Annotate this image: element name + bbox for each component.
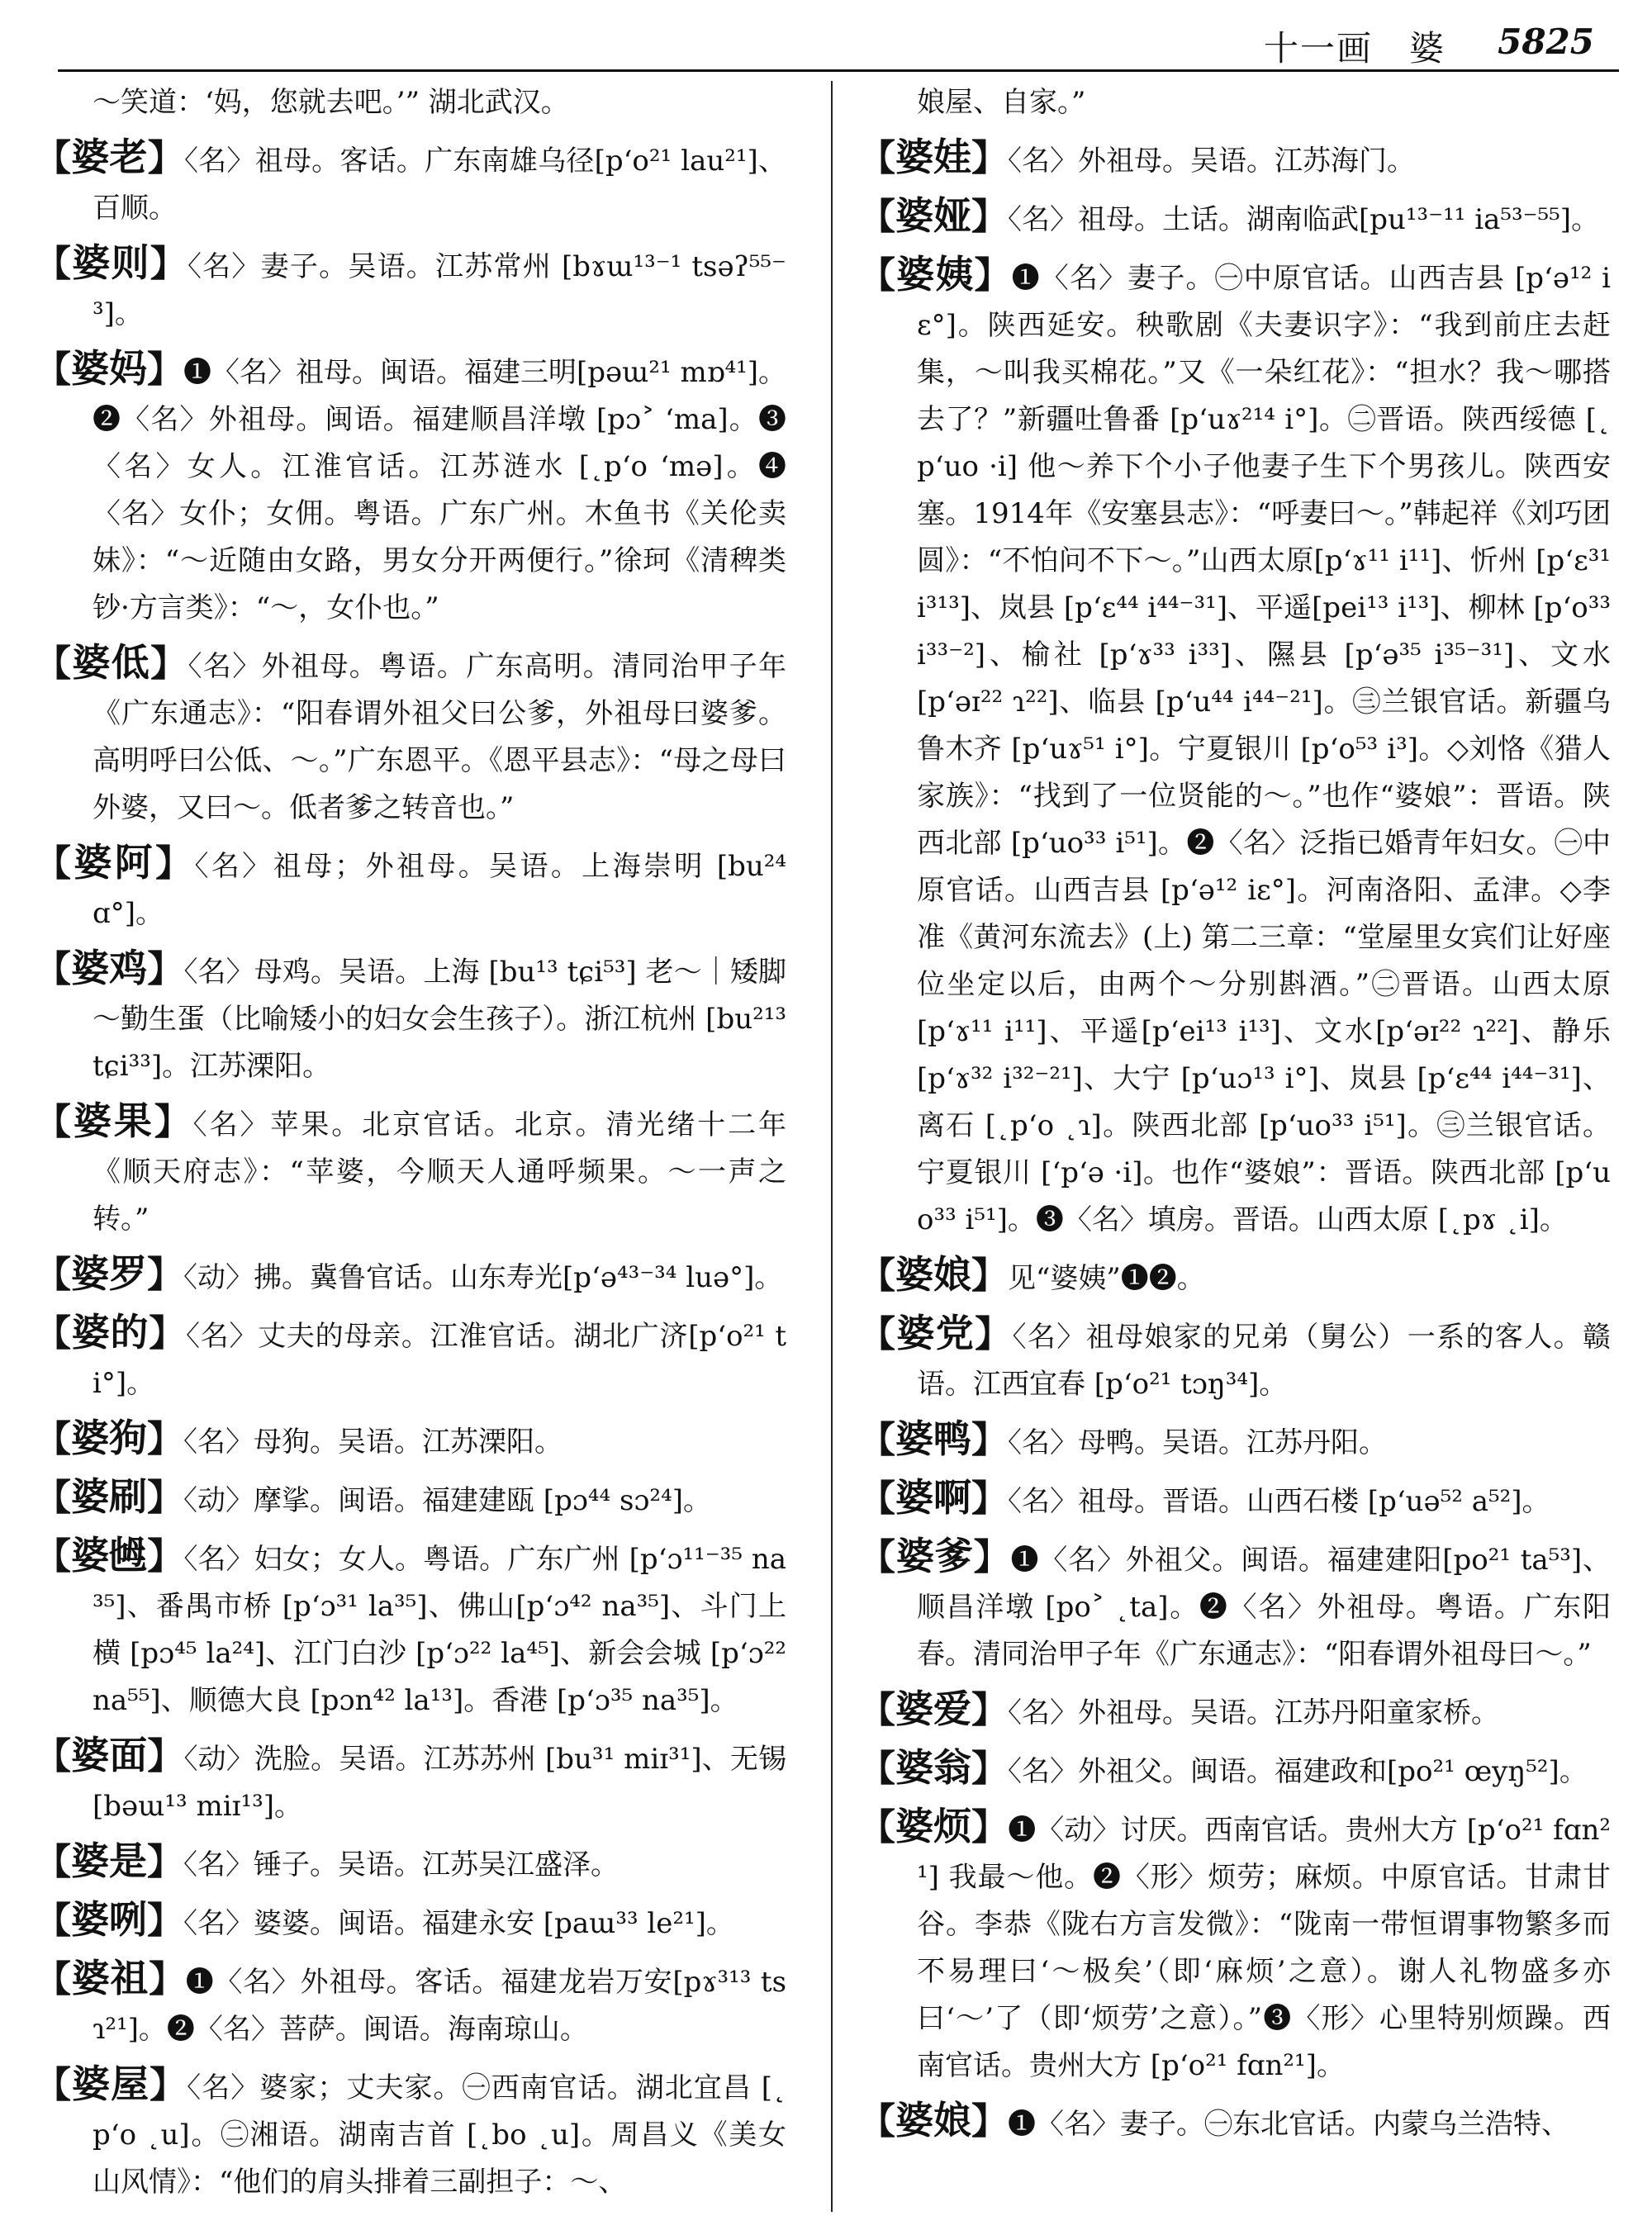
entry-headword: 【婆爱】 xyxy=(859,1687,1008,1731)
entry-definition: 〈动〉拂。冀鲁官话。山东寿光[p‘ə⁴³⁻³⁴ luə°]。 xyxy=(183,1261,783,1294)
entry-headword: 【婆面】 xyxy=(35,1733,184,1777)
header-title: 十一画 婆 xyxy=(1263,28,1446,69)
entry-definition: 〈动〉洗脸。吴语。江苏苏州 [bu³¹ miɪ³¹]、无锡 [bəɯ¹³ miɪ¹³]。 xyxy=(93,1743,786,1823)
entry-headword: 【婆烦】 xyxy=(859,1804,1009,1848)
dictionary-entry xyxy=(35,1896,786,1948)
entry-definition: 〈名〉苹果。北京官话。北京。清光绪十二年《顺天府志》：“苹婆，今顺天人通呼频果。～一声之转。” xyxy=(93,1108,786,1236)
entry-definition: 〈名〉祖母。客话。广东南雄乌径[p‘o²¹ lau²¹]、百顺。 xyxy=(93,145,786,225)
headword-text: 婆是 xyxy=(71,1839,147,1883)
dictionary-entry xyxy=(859,1744,1611,1796)
headword-text: 婆狗 xyxy=(71,1416,147,1460)
entry-headword: 【婆姨】 xyxy=(859,252,1012,297)
entry-definition: 〈名〉妇女；女人。粤语。广东广州 [p‘ɔ¹¹⁻³⁵ na³⁵]、番禺市桥 [p‘ɔ³¹ la³⁵]、佛山[p‘ɔ⁴² na³⁵]、斗门上横 [pɔ⁴⁵ la²⁴]、江门白沙 [p‘ɔ²² la⁴⁵]、新会会城 [p‘ɔ²² na⁵⁵]、顺德大良 [pɔn⁴² la¹³]。香港 [p‘ɔ³⁵ na³⁵]。 xyxy=(93,1543,786,1717)
entry-definition: 〈名〉祖母。晋语。山西石楼 [p‘uə⁵² a⁵²]。 xyxy=(1008,1485,1550,1518)
headword-text: 婆娅 xyxy=(895,193,971,238)
entry-definition: 〈名〉外祖父。闽语。福建政和[po²¹ œyŋ⁵²]。 xyxy=(1008,1755,1588,1788)
dictionary-entry xyxy=(35,1098,786,1243)
dictionary-entry xyxy=(35,2061,786,2206)
entry-definition: 〈名〉外祖母。吴语。江苏丹阳童家桥。 xyxy=(1008,1696,1499,1729)
entry-definition: ❶〈名〉妻子。㊀中原官话。山西吉县 [p‘ə¹² iɛ°]。陕西延安。秧歌剧《夫妻识字》：“我到前庄去赶集，～叫我买棉花。”又《一朵红花》：“担水？我～哪搭去了？”新疆吐鲁番 [p‘uɤ²¹⁴ i°]。㊁晋语。陕西绥德 [˛p‘uo ·i] 他～养下个小子他妻子生下个男孩儿。陕西安塞。1914年《安塞县志》：“呼妻曰～。”韩起祥《刘巧团圆》：“不怕问不下～。”山西太原[p‘ɤ¹¹ i¹¹]、忻州 [p‘ɛ³¹ i³¹³]、岚县 [p‘ɛ⁴⁴ i⁴⁴⁻³¹]、平遥[pei¹³ i¹³]、柳林 [p‘o³³ i³³⁻²]、榆社 [p‘ɤ³³ i³³]、隰县 [p‘ə³⁵ i³⁵⁻³¹]、文水 [p‘əɪ²² ɿ²²]、临县 [p‘u⁴⁴ i⁴⁴⁻²¹]。㊂兰银官话。新疆乌鲁木齐 [p‘uɤ⁵¹ i°]。宁夏银川 [p‘o⁵³ i³]。◇刘恪《猎人家族》：“找到了一位贤能的～。”也作“婆娘”：晋语。陕西北部 [p‘uo³³ i⁵¹]。❷〈名〉泛指已婚青年妇女。㊀中原官话。山西吉县 [p‘ə¹² iɛ°]。河南洛阳、孟津。◇李准《黄河东流去》(上) 第二三章：“堂屋里女宾们让好座位坐定以后，由两个～分别斟酒。”㊁晋语。山西太原 [p‘ɤ¹¹ i¹¹]、平遥[p‘ei¹³ i¹³]、文水[p‘əɪ²² ɿ²²]、静乐 [p‘ɤ³² i³²⁻²¹]、大宁 [p‘uɔ¹³ i°]、岚县 [p‘ɛ⁴⁴ i⁴⁴⁻³¹]、离石 [˛p‘o ˛ɿ]。陕西北部 [p‘uo³³ i⁵¹]。㊂兰银官话。宁夏银川 [‘p‘ə ·i]。也作“婆娘”：晋语。陕西北部 [p‘uo³³ i⁵¹]。❸〈名〉填房。晋语。山西太原 [˛pɤ ˛i]。 xyxy=(917,262,1611,1236)
dictionary-entry xyxy=(35,945,786,1090)
headword-text: 婆娘 xyxy=(895,1252,971,1297)
entry-definition: ❶〈名〉妻子。㊀东北官话。内蒙乌兰浩特、 xyxy=(1008,2108,1569,2141)
dictionary-entry xyxy=(859,134,1611,185)
entry-definition: 〈名〉妻子。吴语。江苏常州 [bɤɯ¹³⁻¹ tsəʔ⁵⁵⁻³]。 xyxy=(93,250,786,330)
entry-definition: ❶〈名〉外祖母。客话。福建龙岩万安[pɤ³¹³ tsɿ²¹]。❷〈名〉菩萨。闽语。海南琼山。 xyxy=(93,1966,786,2046)
headword-text: 婆祖 xyxy=(71,1956,150,2000)
entry-headword: 【婆罗】 xyxy=(35,1251,183,1296)
entry-definition: 〈名〉祖母。土话。湖南临武[pu¹³⁻¹¹ ia⁵³⁻⁵⁵]。 xyxy=(1008,203,1600,236)
headword-text: 婆老 xyxy=(71,135,148,179)
headword-text: 婆低 xyxy=(72,640,151,685)
dictionary-entry xyxy=(859,1251,1611,1302)
entry-definition: 〈名〉祖母娘家的兄弟（舅公）一系的客人。赣语。江西宜春 [p‘o²¹ tɔŋ³⁴]。 xyxy=(917,1321,1611,1401)
entry-headword: 【婆翁】 xyxy=(859,1745,1008,1790)
entry-definition: 〈动〉摩挲。闽语。福建建瓯 [pɔ⁴⁴ sɔ²⁴]。 xyxy=(183,1484,711,1517)
left-column xyxy=(35,79,786,2210)
entry-headword: 【婆啊】 xyxy=(859,1475,1008,1520)
dictionary-entry xyxy=(859,1533,1611,1678)
entry-headword: 【婆乸】 xyxy=(35,1533,184,1578)
running-header xyxy=(58,18,1619,68)
dictionary-entry xyxy=(859,2097,1611,2148)
entry-definition: 见“婆姨”❶❷。 xyxy=(1008,1262,1205,1295)
headword-text: 婆娃 xyxy=(895,135,971,179)
headword-text: 婆烦 xyxy=(895,1804,972,1848)
entry-definition: 〈名〉母鸭。吴语。江苏丹阳。 xyxy=(1008,1426,1387,1459)
headword-text: 婆妈 xyxy=(71,346,147,391)
headword-text: 婆罗 xyxy=(71,1251,147,1296)
headword-text: 婆的 xyxy=(71,1310,150,1355)
entry-definition: ～笑道：‘妈，您就去吧。’” 湖北武汉。 xyxy=(93,86,569,119)
dictionary-entry xyxy=(859,1803,1611,2090)
entry-headword: 【婆狗】 xyxy=(35,1416,183,1460)
right-column xyxy=(859,79,1611,2210)
dictionary-entry xyxy=(35,345,786,632)
entry-headword: 【婆阿】 xyxy=(35,840,195,885)
headword-text: 婆则 xyxy=(72,240,150,285)
headword-text: 婆鸭 xyxy=(895,1416,971,1461)
entry-definition: ❶〈名〉祖母。闽语。福建三明[pəɯ²¹ mɒ⁴¹]。❷〈名〉外祖母。闽语。福建顺昌洋墩 [pɔ˃ ‘ma]。❸〈名〉女人。江淮官话。江苏涟水 [˛p‘o ‘mə]。❹〈名〉女仆；女佣。粤语。广东广州。木鱼书《关伦卖妹》：“～近随由女路，男女分开两便行。”徐珂《清稗类钞·方言类》：“～，女仆也。” xyxy=(93,356,786,624)
dictionary-entry xyxy=(859,1686,1611,1737)
entry-headword: 【婆爹】 xyxy=(859,1534,1011,1578)
dictionary-entry xyxy=(859,79,1611,126)
entry-headword: 【婆则】 xyxy=(35,240,188,285)
entry-definition: 娘屋、自家。” xyxy=(917,86,1086,119)
dictionary-entry xyxy=(859,1310,1611,1408)
dictionary-entry xyxy=(35,1532,786,1725)
entry-headword: 【婆是】 xyxy=(35,1839,183,1883)
entry-definition: 〈名〉祖母；外祖母。吴语。上海崇明 [bu²⁴ ɑ°]。 xyxy=(93,850,786,930)
entry-headword: 【婆妈】 xyxy=(35,346,183,391)
dictionary-entry xyxy=(859,1416,1611,1467)
entry-definition: 〈名〉婆家；丈夫家。㊀西南官话。湖北宜昌 [˛p‘o ˛u]。㊁湘语。湖南吉首 [˛bo ˛u]。周昌义《美女山风情》：“他们的肩头排着三副担子：～、 xyxy=(93,2071,786,2199)
headword-text: 婆屋 xyxy=(72,2062,150,2106)
entry-headword: 【婆刷】 xyxy=(35,1474,183,1519)
dictionary-entry xyxy=(859,251,1611,1244)
headword-text: 婆阿 xyxy=(74,840,156,885)
headword-text: 婆鸡 xyxy=(71,946,148,990)
entry-headword: 【婆鸡】 xyxy=(35,946,184,990)
entry-headword: 【婆娅】 xyxy=(859,193,1008,238)
entry-headword: 【婆祖】 xyxy=(35,1956,186,2000)
dictionary-entry xyxy=(859,1474,1611,1525)
entry-headword: 【婆党】 xyxy=(859,1311,1013,1355)
dictionary-entry xyxy=(35,1473,786,1525)
headword-text: 婆啊 xyxy=(895,1475,971,1520)
headword-text: 婆果 xyxy=(73,1098,154,1143)
headword-text: 婆翁 xyxy=(895,1745,971,1790)
entry-definition: ❶〈名〉外祖父。闽语。福建建阳[po²¹ ta⁵³]、顺昌洋墩 [po˃ ˛ta]。❷〈名〉外祖母。粤语。广东阳春。清同治甲子年《广东通志》：“阳春谓外祖母曰～。” xyxy=(917,1544,1611,1671)
headword-text: 婆乸 xyxy=(71,1533,148,1578)
headword-text: 婆刷 xyxy=(71,1474,147,1519)
entry-headword: 【婆娘】 xyxy=(859,1252,1008,1297)
entry-headword: 【婆鸭】 xyxy=(859,1416,1008,1461)
entry-definition: 〈名〉婆婆。闽语。福建永安 [paɯ³³ le²¹]。 xyxy=(183,1907,734,1940)
entry-headword: 【婆果】 xyxy=(35,1098,193,1143)
entry-headword: 【婆娘】 xyxy=(859,2098,1008,2142)
entry-headword: 【婆娃】 xyxy=(859,135,1008,179)
entry-definition: 〈名〉母鸡。吴语。上海 [bu¹³ tɕi⁵³] 老～｜矮脚～勤生蛋（比喻矮小的妇女会生孩子）。浙江杭州 [bu²¹³ tɕi³³]。江苏溧阳。 xyxy=(93,956,786,1083)
headword-text: 婆面 xyxy=(71,1733,148,1777)
entry-definition: ❶〈动〉讨厌。西南官话。贵州大方 [p‘o²¹ fɑn²¹] 我最～他。❷〈形〉烦劳；麻烦。中原官话。甘肃甘谷。李恭《陇右方言发微》：“陇南一带恒谓事物繁多而不易理曰‘～极矣’（即‘麻烦’之意）。谢人礼物盛多亦曰‘～’了（即‘烦劳’之意）。”❸〈形〉心里特别烦躁。西南官话。贵州大方 [p‘o²¹ fɑn²¹]。 xyxy=(917,1814,1611,2082)
entry-definition: 〈名〉母狗。吴语。江苏溧阳。 xyxy=(183,1426,563,1459)
entry-headword: 【婆的】 xyxy=(35,1310,186,1355)
dictionary-entry xyxy=(35,839,786,937)
headword-text: 婆党 xyxy=(896,1311,976,1355)
headword-text: 婆爱 xyxy=(895,1687,971,1731)
entry-definition: 〈名〉丈夫的母亲。江淮官话。湖北广济[p‘o²¹ ti°]。 xyxy=(93,1320,786,1400)
entry-headword: 【婆咧】 xyxy=(35,1897,183,1942)
headword-text: 婆姨 xyxy=(896,252,975,297)
dictionary-entry xyxy=(35,1732,786,1830)
page-number: 5825 xyxy=(1498,21,1594,62)
entry-definition: 〈名〉锤子。吴语。江苏吴江盛泽。 xyxy=(183,1848,619,1881)
headword-text: 婆爹 xyxy=(895,1534,974,1578)
entry-headword: 【婆低】 xyxy=(35,640,188,685)
dictionary-entry xyxy=(35,1309,786,1407)
dictionary-entry xyxy=(35,79,786,126)
dictionary-entry xyxy=(35,240,786,338)
entry-headword: 【婆屋】 xyxy=(35,2062,188,2106)
headword-text: 婆娘 xyxy=(895,2098,971,2142)
header-rule xyxy=(58,69,1619,72)
headword-text: 婆咧 xyxy=(71,1897,147,1942)
dictionary-entry xyxy=(35,639,786,832)
dictionary-entry xyxy=(35,1415,786,1466)
entry-headword: 【婆老】 xyxy=(35,135,184,179)
dictionary-entry xyxy=(35,1838,786,1889)
dictionary-entry xyxy=(35,134,786,232)
dictionary-entry xyxy=(35,1250,786,1302)
dictionary-entry xyxy=(859,192,1611,244)
dictionary-entry xyxy=(35,1955,786,2053)
entry-definition: 〈名〉外祖母。粤语。广东高明。清同治甲子年《广东通志》：“阳春谓外祖父曰公爹，外祖母曰婆爹。高明呼曰公低、～。”广东恩平。《恩平县志》：“母之母曰外婆，又曰～。低者爹之转音也。” xyxy=(93,650,786,824)
column-divider xyxy=(831,81,833,2212)
entry-definition: 〈名〉外祖母。吴语。江苏海门。 xyxy=(1008,145,1415,178)
